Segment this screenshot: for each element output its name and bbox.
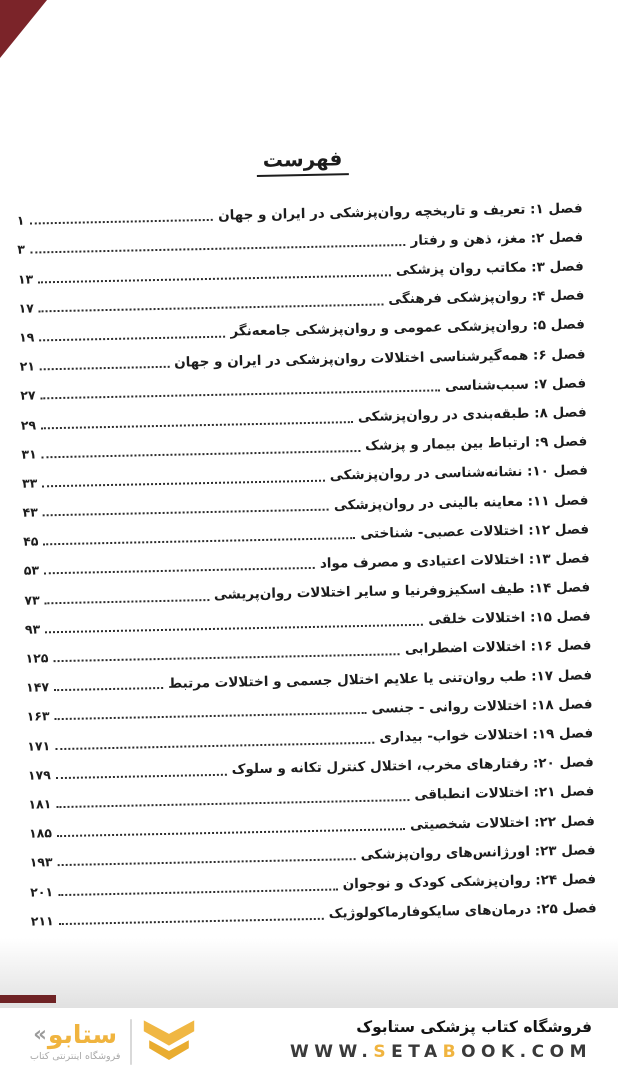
toc-entry-title: فصل ۶: همه‌گیرشناسی اختلالات روان‌پزشکی در ایران و جهان	[173, 346, 586, 371]
toc-entry-page: ۲۰۱	[30, 883, 54, 900]
toc-entry-title: فصل ۱۰: نشانه‌شناسی در روان‌پزشکی	[329, 462, 589, 484]
toc-entry-title: فصل ۹: ارتباط بین بیمار و پزشک	[364, 433, 588, 455]
toc-dot-leader	[59, 917, 324, 924]
toc-entry-title: فصل ۷: سبب‌شناسی	[444, 375, 587, 395]
toc-entry-page: ۱۴۷	[25, 679, 50, 695]
toc-entry-page: ۱۸۵	[28, 825, 53, 841]
toc-entry-page: ۳۳	[21, 475, 38, 491]
toc-entry-title: فصل ۸: طبقه‌بندی در روان‌پزشکی	[357, 404, 587, 425]
toc-entry-title: فصل ۲۳: اورژانس‌های روان‌پزشکی	[360, 842, 596, 863]
footer-right-block	[290, 1018, 592, 1062]
toc-entry-title: فصل ۲۰: رفتارهای مخرب، اختلال کنترل تکانه و سلوک	[231, 754, 594, 778]
brand-kaf-glyph: «	[33, 1022, 47, 1046]
toc-entry-title: فصل ۲۴: روان‌پزشکی کودک و نوجوان	[342, 871, 597, 893]
brand-logo	[30, 1017, 196, 1067]
toc-entry-title: فصل ۱: تعریف و تاریخچه روان‌پزشکی در ایران و جهان	[217, 200, 583, 224]
brand-emblem-icon	[142, 1017, 196, 1067]
toc-entry-title: فصل ۱۸: اختلالات روانی - جنسی	[371, 696, 593, 717]
toc-entry-page: ۲۹	[20, 416, 37, 433]
toc-entry-title: فصل ۵: روان‌پزشکی عمومی و روان‌پزشکی جامعه‌نگر	[230, 316, 586, 340]
toc-dot-leader	[45, 599, 209, 604]
toc-entry-page: ۷۳	[24, 592, 40, 608]
toc-entry-page: ۴۳	[22, 504, 38, 520]
toc-entry-page: ۱۷۹	[27, 766, 51, 783]
toc-dot-leader	[29, 219, 213, 225]
brand-wordmark	[33, 1022, 117, 1047]
toc-entry-page: ۱۲۵	[25, 650, 49, 666]
toc-entry-title: فصل ۲۱: اختلالات انطباقی	[414, 783, 595, 804]
toc-entry-title: فصل ۱۴: طیف اسکیزوفرنیا و سایر اختلالات روان‌پریشی	[213, 579, 591, 604]
toc-entry-title: فصل ۲۲: اختلالات شخصیتی	[409, 812, 596, 833]
brand-divider	[130, 1019, 132, 1065]
toc-entry-page: ۲۱	[19, 358, 36, 374]
toc-dot-leader	[56, 773, 227, 778]
toc-entry-page: ۱۳	[17, 271, 34, 287]
toc-entry-page: ۹۳	[24, 621, 41, 637]
brand-wordmark-text: ستابو	[47, 1020, 118, 1049]
toc-dot-leader	[39, 336, 225, 342]
toc-dot-leader	[54, 687, 163, 691]
toc-entry-page: ۱۸۱	[28, 796, 52, 812]
page-title: فهرست	[257, 146, 349, 177]
toc-entry-title: فصل ۲: مغز، ذهن و رفتار	[410, 229, 584, 249]
toc-list	[16, 188, 597, 929]
toc-entry-title: فصل ۱۶: اختلالات اضطرابی	[404, 637, 592, 658]
toc-entry-page: ۴۵	[23, 533, 39, 549]
toc-entry-page: ۱۶۳	[26, 708, 50, 725]
toc-entry-page: ۱۷۱	[27, 737, 51, 754]
toc-dot-leader	[40, 366, 169, 371]
toc-entry-page: ۱	[16, 212, 25, 228]
toc-entry-page: ۱۹۳	[29, 854, 53, 870]
page-bottom-shadow	[0, 938, 618, 1008]
footer-store-name: فروشگاه کتاب پزشکی ستابوک	[356, 1018, 592, 1036]
brand-tagline: فروشگاه اینترنتی کتاب	[30, 1051, 121, 1062]
toc-entry-page: ۲۷	[20, 387, 36, 404]
toc-entry-title: فصل ۳: مکاتب روان پزشکی	[395, 258, 584, 279]
footer-website[interactable]: WWW.SETABOOK.COM	[290, 1042, 592, 1062]
toc-entry-title: فصل ۱۲: اختلالات عصبی- شناختی	[360, 521, 590, 542]
toc-entry-page: ۳	[17, 242, 26, 258]
toc-entry-page: ۵۳	[23, 562, 40, 579]
toc-entry-title: فصل ۱۱: معاینه بالینی در روان‌پزشکی	[333, 491, 589, 514]
toc-entry-page: ۳۱	[21, 446, 37, 462]
left-edge-mark	[0, 995, 56, 1003]
title-wrap	[0, 0, 612, 182]
toc-entry-page: ۱۹	[18, 329, 35, 345]
toc-entry-title: فصل ۱۳: اختلالات اعتیادی و مصرف مواد	[319, 550, 590, 572]
brand-wordmark-block	[30, 1022, 120, 1062]
toc-entry-title: فصل ۲۵: درمان‌های سایکوفارماکولوژیک	[328, 900, 597, 922]
toc-entry-title: فصل ۱۹: اختلالات خواب- بیداری	[379, 725, 594, 746]
toc-entry-page: ۱۷	[18, 300, 34, 316]
footer-banner	[0, 1008, 618, 1079]
toc-entry-title: فصل ۴: روان‌پزشکی فرهنگی	[388, 287, 585, 308]
toc-entry-page: ۲۱۱	[30, 912, 54, 929]
toc-entry-title: فصل ۱۵: اختلالات خلقی	[428, 608, 591, 628]
toc-entry-title: فصل ۱۷: طب روان‌تنی یا علایم اختلال جسمی و اختلالات مرتبط	[168, 667, 593, 692]
